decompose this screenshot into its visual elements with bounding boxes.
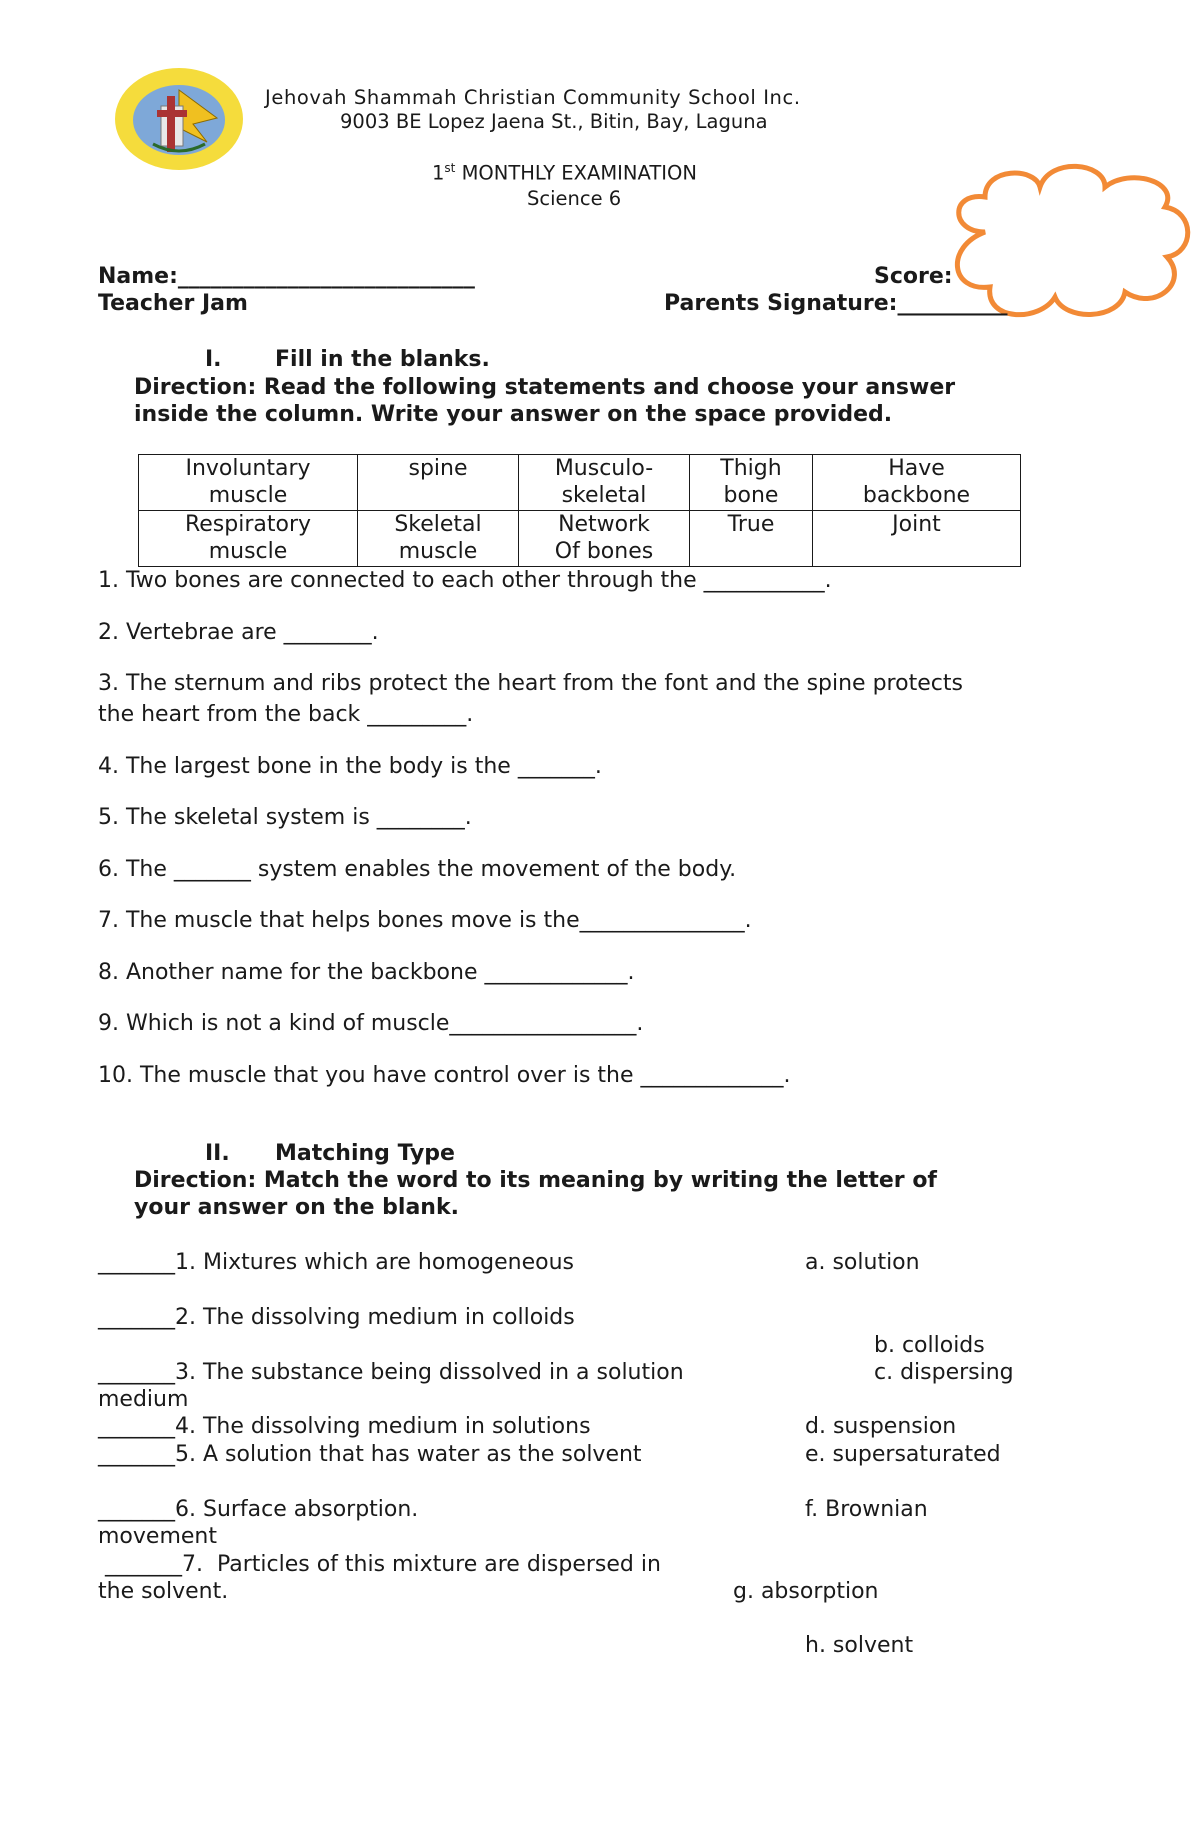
part2-direction-line1: Direction: Match the word to its meaning by writing the letter of: [134, 1168, 937, 1193]
matching-item-3: _______3. The substance being dissolved in a solution: [98, 1360, 684, 1385]
part2-number: II.: [205, 1141, 230, 1166]
name-line: ___________________________: [177, 264, 475, 289]
exam-title: [432, 161, 697, 185]
school-name: Jehovah Shammah Christian Community School Inc.: [265, 86, 801, 109]
question-8: 8. Another name for the backbone _____________.: [98, 960, 635, 985]
table-cell: Respiratory muscle: [139, 511, 358, 567]
part1-direction-line2: inside the column. Write your answer on the space provided.: [134, 402, 893, 427]
matching-item-2: _______2. The dissolving medium in colloids: [98, 1305, 575, 1330]
teacher-name: Teacher Jam: [98, 291, 248, 316]
parents-signature-field: [664, 291, 1007, 316]
choice-g: g. absorption: [733, 1579, 879, 1604]
part2-title: Matching Type: [275, 1141, 455, 1166]
name-field: [98, 264, 475, 289]
school-logo: [113, 66, 245, 172]
table-cell: Network Of bones: [519, 511, 690, 567]
matching-item-7: _______7. Particles of this mixture are dispersed in: [98, 1552, 661, 1577]
part1-title: Fill in the blanks.: [275, 347, 490, 372]
question-6: 6. The _______ system enables the movement of the body.: [98, 857, 737, 882]
matching-item-4: _______4. The dissolving medium in solutions: [98, 1414, 591, 1439]
parents-signature-line: __________: [897, 291, 1008, 316]
answer-choices-table: [138, 454, 1021, 567]
question-3-continued: the heart from the back _________.: [98, 702, 474, 727]
table-cell: Thigh bone: [690, 455, 813, 511]
school-address: 9003 BE Lopez Jaena St., Bitin, Bay, Laguna: [340, 110, 768, 133]
matching-item-6-wrap: movement: [98, 1524, 217, 1549]
table-row: [139, 511, 1021, 567]
matching-item-6: _______6. Surface absorption.: [98, 1497, 419, 1522]
question-7: 7. The muscle that helps bones move is the_______________.: [98, 908, 752, 933]
table-cell: True: [690, 511, 813, 567]
question-2: 2. Vertebrae are ________.: [98, 620, 379, 645]
choice-c: c. dispersing: [874, 1360, 1014, 1385]
table-cell: Skeletal muscle: [358, 511, 519, 567]
exam-subject: Science 6: [527, 187, 622, 210]
table-cell: Musculo- skeletal: [519, 455, 690, 511]
choice-f: f. Brownian: [805, 1497, 928, 1522]
choice-h: h. solvent: [805, 1633, 914, 1658]
matching-item-5: _______5. A solution that has water as the solvent: [98, 1442, 642, 1467]
part1-number: I.: [205, 347, 222, 372]
score-label: Score:: [874, 264, 953, 289]
table-cell: Have backbone: [813, 455, 1021, 511]
table-cell: Involuntary muscle: [139, 455, 358, 511]
choice-b: b. colloids: [874, 1333, 985, 1358]
question-1: 1. Two bones are connected to each other through the ___________.: [98, 568, 832, 593]
question-10: 10. The muscle that you have control over is the _____________.: [98, 1063, 791, 1088]
choice-e: e. supersaturated: [805, 1442, 1001, 1467]
matching-item-7-wrap: the solvent.: [98, 1579, 229, 1604]
table-cell: spine: [358, 455, 519, 511]
exam-ordinal: 1: [432, 161, 445, 185]
matching-item-3-wrap: medium: [98, 1387, 189, 1412]
question-4: 4. The largest bone in the body is the _______.: [98, 754, 602, 779]
table-cell: Joint: [813, 511, 1021, 567]
parents-signature-label: Parents Signature:: [664, 291, 898, 316]
part1-direction-line1: Direction: Read the following statements and choose your answer: [134, 375, 956, 400]
choice-d: d. suspension: [805, 1414, 957, 1439]
question-3: 3. The sternum and ribs protect the heart from the font and the spine protects: [98, 671, 963, 696]
choice-a: a. solution: [805, 1250, 920, 1275]
exam-title-text: MONTHLY EXAMINATION: [455, 161, 697, 185]
matching-item-1: _______1. Mixtures which are homogeneous: [98, 1250, 575, 1275]
part2-direction-line2: your answer on the blank.: [134, 1195, 459, 1220]
question-5: 5. The skeletal system is ________.: [98, 805, 472, 830]
table-row: [139, 455, 1021, 511]
question-9: 9. Which is not a kind of muscle_________________.: [98, 1011, 644, 1036]
exam-ordinal-suffix: st: [444, 161, 456, 175]
name-label: Name:: [98, 264, 178, 289]
